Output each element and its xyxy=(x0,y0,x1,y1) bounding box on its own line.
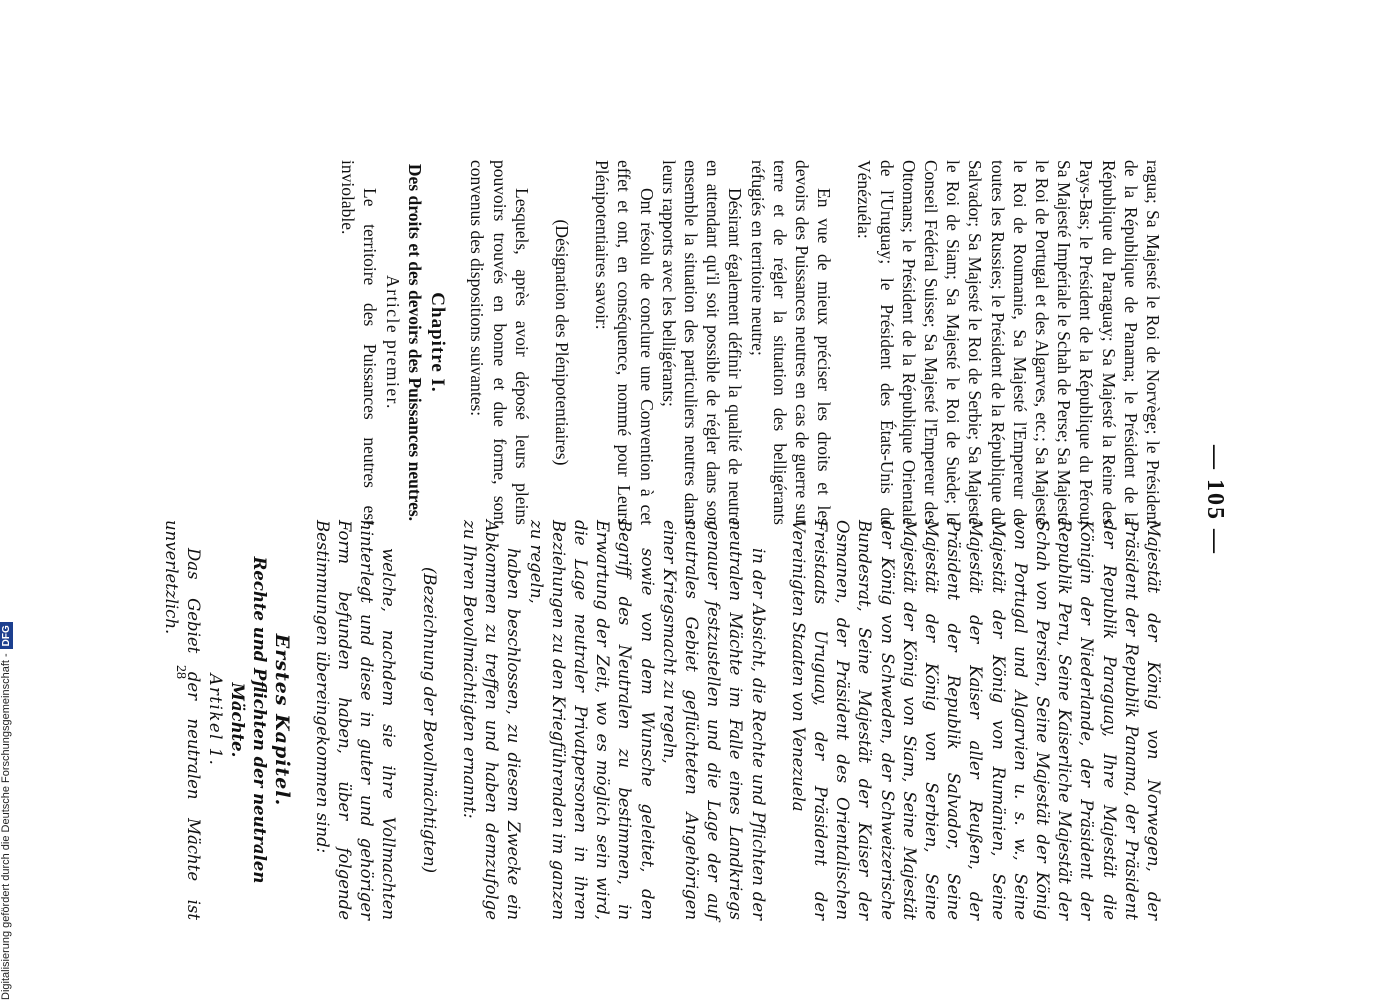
credit-text: Digitalisierung gefördert durch die Deutsche Forschungsgemeinschaft - xyxy=(0,653,12,1000)
digitization-credit xyxy=(0,600,20,1000)
german-article-text: Das Gebiet der neutralen Mächte ist unverletzlich. xyxy=(161,520,203,920)
french-para-4: Lesquels, après avoir déposé leurs pleins pouvoirs trouvés en bonne et due forme, sont convenus des dispositions suivantes: xyxy=(467,160,532,525)
page-number: — 105 — xyxy=(1202,445,1228,555)
french-para-1: En vue de mieux préciser les droits et les devoirs des Puissances neutres en cas de guerre sur terre et de régler la situation des belligérants réfugiés en territoire neutre; xyxy=(747,160,835,525)
french-intro: ragua; Sa Majesté le Roi de Norvège; le Président de la République de Panama; le Président de la République du Paraguay; Sa Majesté la Reine des Pays-Bas; le Président de la République du Pérou; Sa Majesté Impériale le Schah de Perse; Sa Majesté le Roi de Portugal et des Algarves, etc.; Sa Majesté le Roi de Roumanie, Sa Majesté l'Empereur de toutes les Russies; le Président de la République du Salvador; Sa Majesté le Roi de Serbie; Sa Majesté le Roi de Siam; Sa Majesté le Roi de Suède; le Conseil Fédéral Suisse; Sa Majesté l'Empereur des Ottomans; le Président de la République Orientale de l'Uruguay; le Président des États-Unis du Vénézuéla: xyxy=(854,160,1163,525)
german-para-3: haben beschlossen, zu diesem Zwecke ein Abkommen zu treffen und haben demzufolge zu Ihren Bevollmächtigten ernannt: xyxy=(459,520,524,920)
german-article-heading: Artikel 1. xyxy=(206,673,226,767)
french-para-3: Ont résolu de conclure une Convention à cet effet et ont, en conséquence, nommé pour Leurs Plénipotentiaires savoir: xyxy=(592,160,657,525)
french-article-text: Le territoire des Puissances neutres est inviolable. xyxy=(338,160,381,525)
rotated-page xyxy=(148,0,1228,1000)
german-para-2: sowie von dem Wunsche geleitet, den Begriff des Neutralen zu bestimmen, in Erwartung der Zeit, wo es möglich sein wird, die Lage neutraler Privatpersonen in ihren Beziehungen zu den Kriegführenden im ganzen zu regeln, xyxy=(526,520,657,920)
german-designation: (Bezeichnung der Bevollmächtigten) xyxy=(419,566,439,874)
french-designation: (Désignation des Plénipotentiaires) xyxy=(551,219,572,466)
page-content xyxy=(148,0,1228,1000)
german-para-1: in der Absicht, die Rechte und Pflichten der neutralen Mächte im Falle eines Landkriegs genauer festzustellen und die Lage der auf neutrales Gebiet geflüchteten Angehörigen einer Kriegsmacht zu regeln, xyxy=(659,520,768,920)
german-column xyxy=(159,520,1164,920)
french-chapter-heading: Chapitre I. xyxy=(427,292,449,393)
german-para-4: welche, nachdem sie ihre Vollmachten hinterlegt und diese in guter und gehöriger Form befunden haben, über folgende Bestimmungen übereingekommen sind: xyxy=(312,520,399,920)
german-chapter-heading: Erstes Kapitel. xyxy=(270,633,293,807)
french-article-heading: Article premier. xyxy=(382,275,403,410)
french-column xyxy=(337,160,1164,525)
german-intro: Majestät der König von Norwegen, der Präsident der Republik Panama, der Präsident der Republik Paraguay, Ihre Majestät die Königin der Niederlande, der Präsident der Republik Peru, Seine Kaiserliche Majestät der Schah von Persien, Seine Majestät der König von Portugal und Algarvien u. s. w., Seine Majestät der König von Rumänien, Seine Majestät der Kaiser aller Reußen, der Präsident der Republik Salvador, Seine Majestät der König von Serbien, Seine Majestät der König von Siam, Seine Majestät der König von Schweden, der Schweizerische Bundesrat, Seine Majestät der Kaiser der Osmanen, der Präsident des Orientalischen Freistaats Uruguay, der Präsident der Vereinigten Staaten von Venezuela xyxy=(788,520,1163,920)
dfg-logo-icon: DFG xyxy=(0,622,13,649)
german-chapter-title: Rechte und Pflichten der neutralen Mächte. xyxy=(228,556,270,884)
sheet-number: 28 xyxy=(173,665,188,679)
french-chapter-title: Des droits et des devoirs des Puissances neutres. xyxy=(404,163,425,522)
french-para-2: Désirant également définir la qualité de neutre en attendant qu'il soit possible de régler dans son ensemble la situation des particuliers neutres dans leurs rapports avec les belligérants; xyxy=(658,160,746,525)
